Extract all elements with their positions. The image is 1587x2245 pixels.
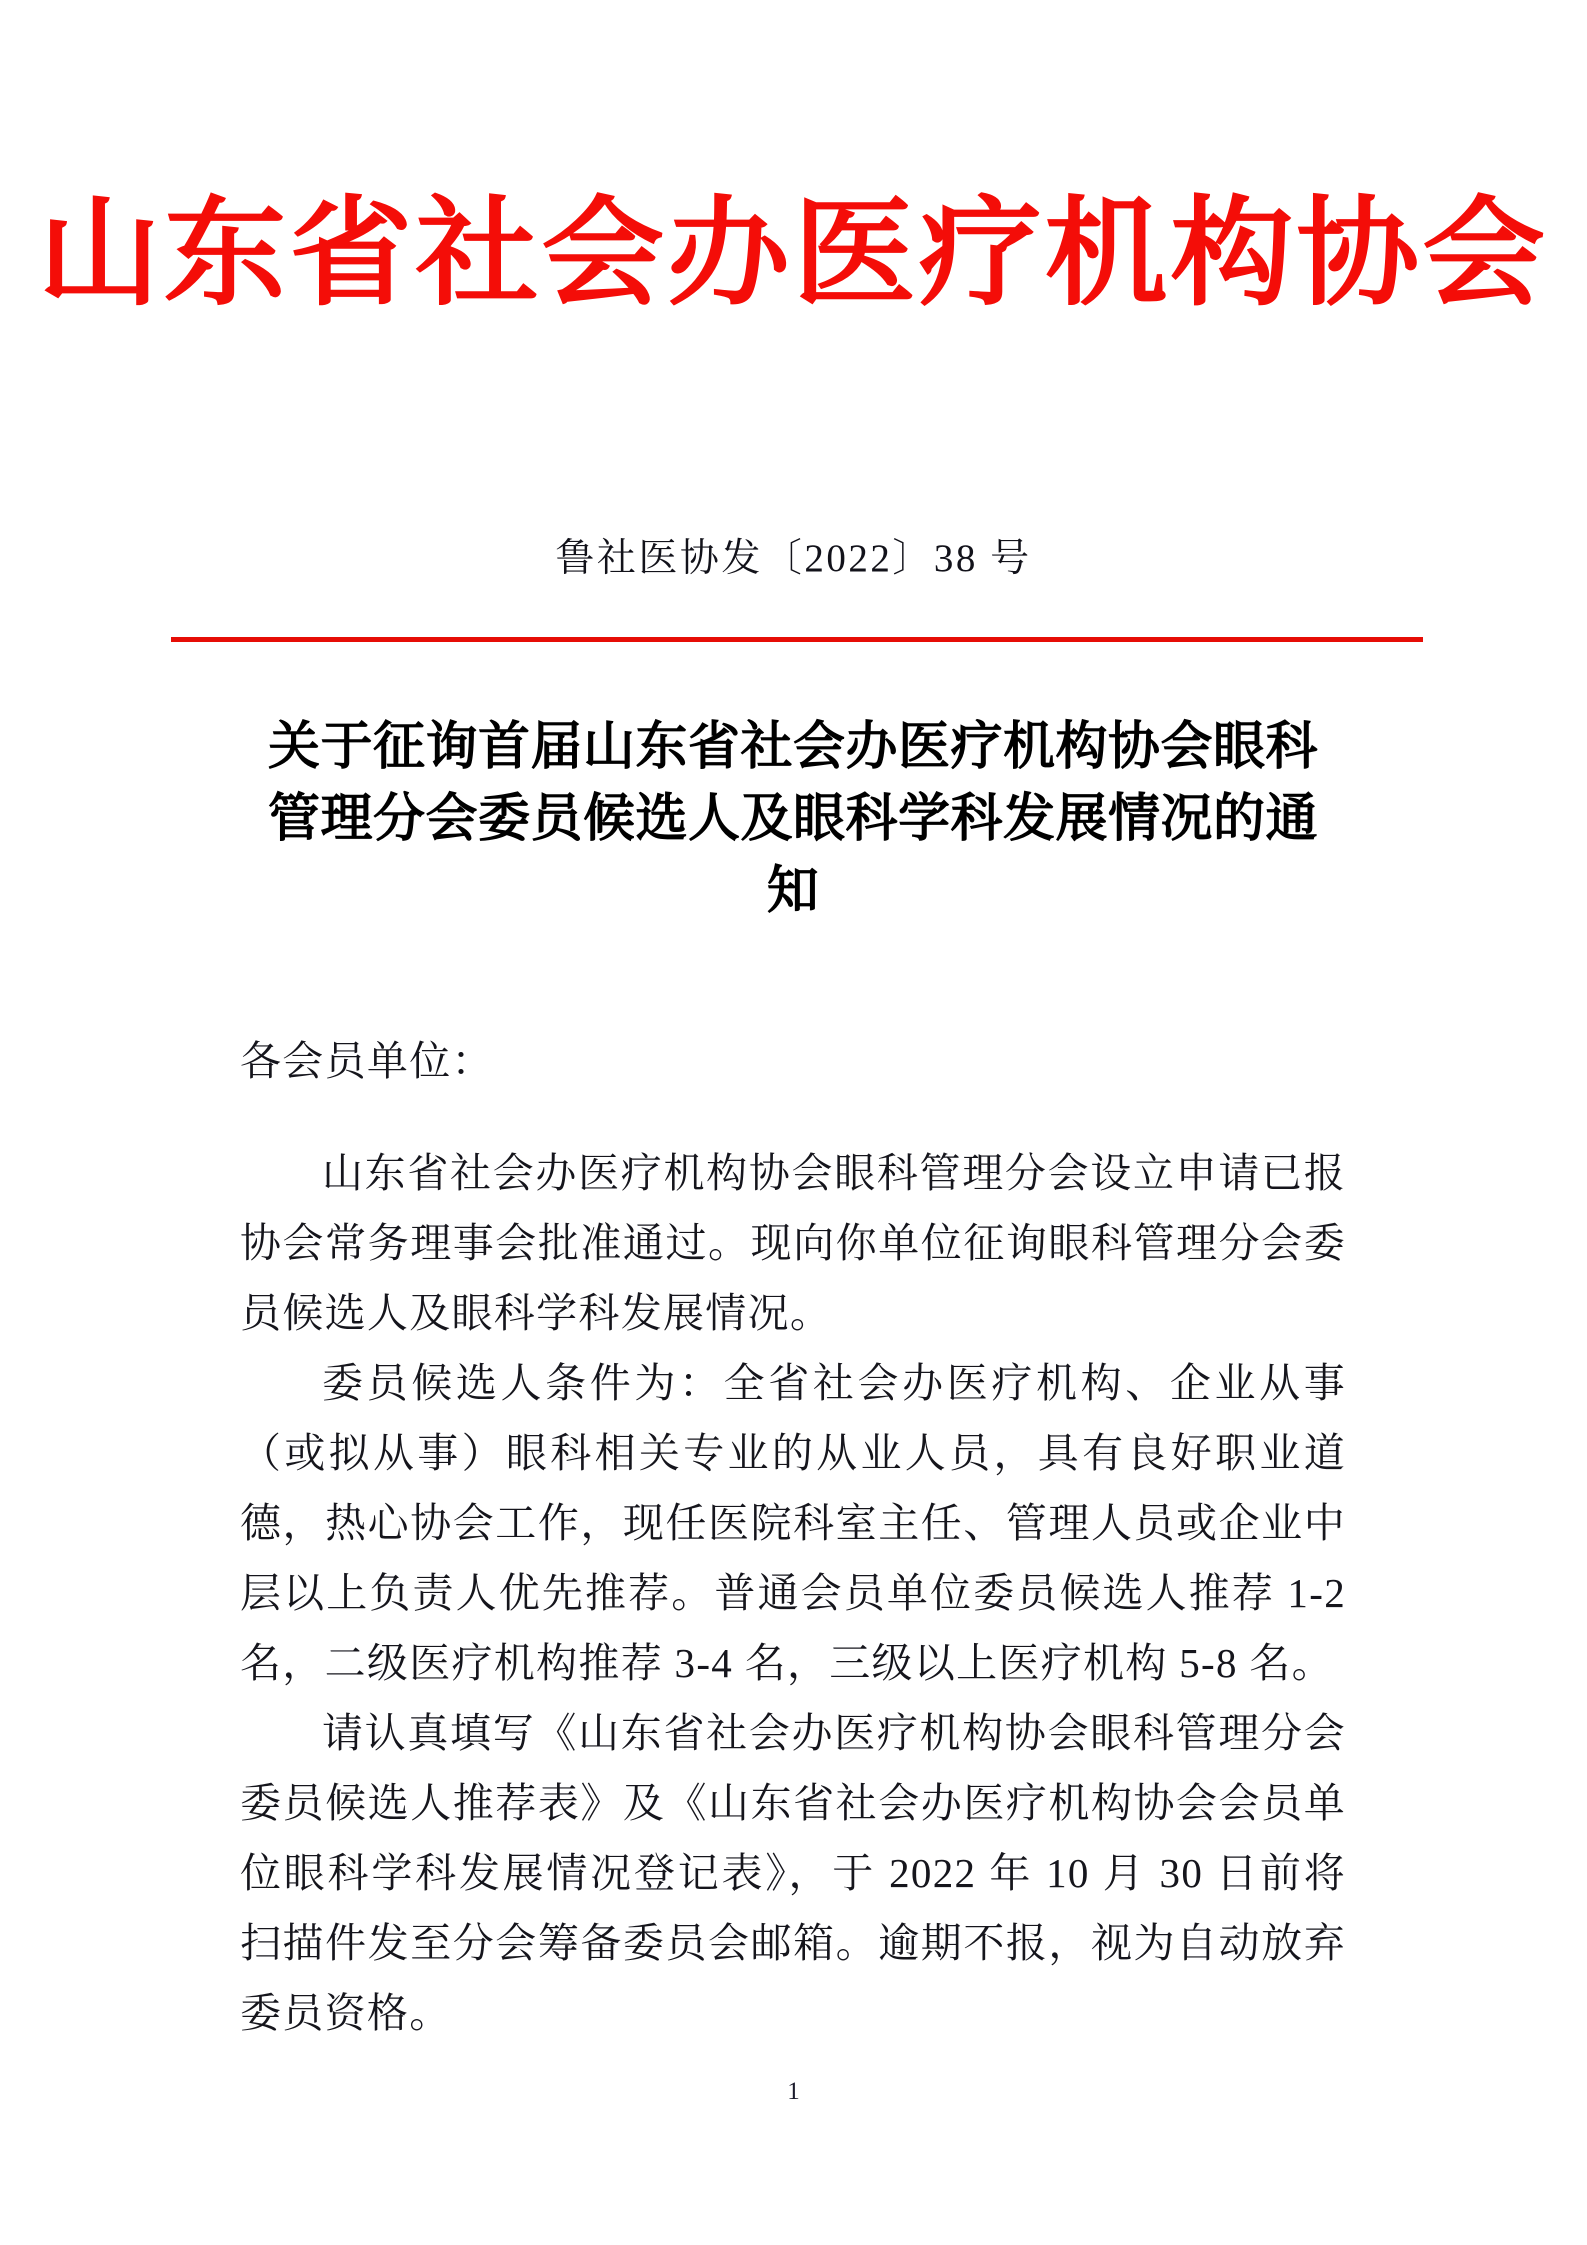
body-paragraph-2: 委员候选人条件为：全省社会办医疗机构、企业从事（或拟从事）眼科相关专业的从业人员，具有良好职业道德，热心协会工作，现任医院科室主任、管理人员或企业中层以上负责人优先推荐。普通会员单位委员候选人推荐 1-2 名，二级医疗机构推荐 3-4 名，三级以上医疗机构 5-8 名。 <box>240 1360 1346 1686</box>
body-paragraph-1: 山东省社会办医疗机构协会眼科管理分会设立申请已报协会常务理事会批准通过。现向你单位征询眼科管理分会委员候选人及眼科学科发展情况。 <box>240 1150 1346 1336</box>
document-title: 关于征询首届山东省社会办医疗机构协会眼科管理分会委员候选人及眼科学科发展情况的通知 <box>267 718 1318 920</box>
page-number: 1 <box>787 2078 800 2105</box>
document-body <box>240 1026 1346 2048</box>
organization-name: 山东省社会办医疗机构协会 <box>38 188 1549 320</box>
red-divider-rule <box>171 637 1423 642</box>
body-paragraph-3: 请认真填写《山东省社会办医疗机构协会眼科管理分会委员候选人推荐表》及《山东省社会办医疗机构协会会员单位眼科学科发展情况登记表》，于 2022 年 10 月 30 日前将扫描件发至分会筹备委员会邮箱。逾期不报，视为自动放弃委员资格。 <box>240 1710 1346 2036</box>
document-serial-number: 鲁社医协发〔2022〕38 号 <box>555 537 1032 580</box>
salutation: 各会员单位： <box>240 1038 494 1084</box>
letterhead <box>0 188 1587 320</box>
